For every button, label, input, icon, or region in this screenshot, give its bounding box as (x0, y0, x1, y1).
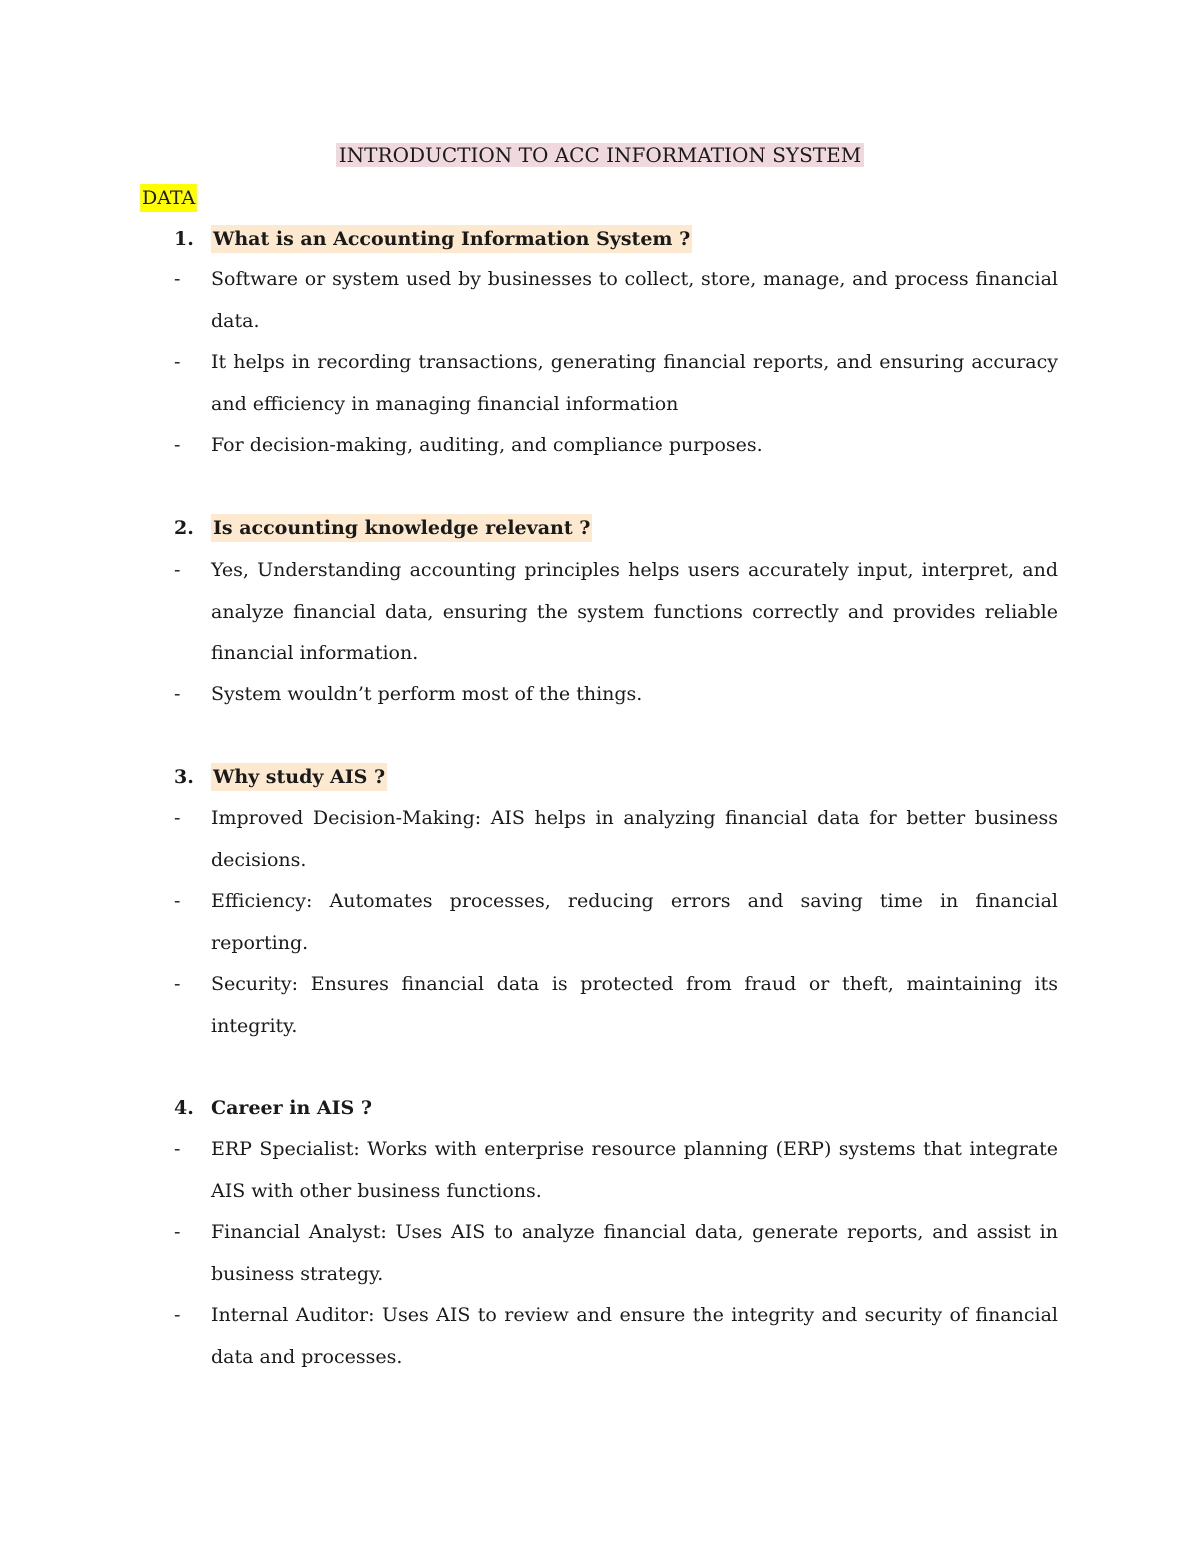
list-item-text: System wouldn’t perform most of the things. (211, 683, 643, 705)
list-item-text: It helps in recording transactions, generating financial reports, and ensuring accuracy and efficiency in managing financial information (211, 351, 1058, 415)
page-title-text: INTRODUCTION TO ACC INFORMATION SYSTEM (336, 143, 864, 167)
list-item-text: Software or system used by businesses to collect, store, manage, and process financial data. (211, 268, 1058, 332)
list-item (174, 964, 1058, 1047)
list-item (174, 425, 1058, 467)
list-item (174, 798, 1058, 881)
question-number: 1. (174, 228, 194, 250)
section-label: DATA (140, 184, 197, 212)
list-item (174, 342, 1058, 425)
question-text: What is an Accounting Information System ? (211, 225, 692, 253)
list-item (174, 1129, 1058, 1212)
list-item-text: Financial Analyst: Uses AIS to analyze financial data, generate reports, and assist in business strategy. (211, 1221, 1058, 1285)
list-item-text: Yes, Understanding accounting principles helps users accurately input, interpret, and analyze financial data, ensuring the system functions correctly and provides reliable financial information. (211, 559, 1058, 664)
bullet-dash: - (174, 890, 181, 912)
list-item (174, 259, 1058, 342)
question-number: 2. (174, 517, 194, 539)
page-title (0, 141, 1200, 169)
question-text: Why study AIS ? (211, 763, 387, 791)
bullet-dash: - (174, 973, 181, 995)
bullet-dash: - (174, 807, 181, 829)
bullet-dash: - (174, 559, 181, 581)
list-item-text: Security: Ensures financial data is protected from fraud or theft, maintaining its integrity. (211, 973, 1058, 1037)
list-item-text: Efficiency: Automates processes, reducing errors and saving time in financial reporting. (211, 890, 1058, 954)
list-item (174, 1212, 1058, 1295)
question-number: 4. (174, 1097, 194, 1119)
bullet-dash: - (174, 1138, 181, 1160)
bullet-dash: - (174, 1221, 181, 1243)
question-text: Career in AIS ? (211, 1097, 372, 1119)
list-item-text: Improved Decision-Making: AIS helps in analyzing financial data for better business decisions. (211, 807, 1058, 871)
list-item (174, 881, 1058, 964)
list-item (174, 674, 1058, 716)
bullet-dash: - (174, 1304, 181, 1326)
bullet-dash: - (174, 268, 181, 290)
list-item-text: For decision-making, auditing, and compliance purposes. (211, 434, 763, 456)
question-number: 3. (174, 766, 194, 788)
list-item-text: ERP Specialist: Works with enterprise resource planning (ERP) systems that integrate AIS with other business functions. (211, 1138, 1058, 1202)
list-item-text: Internal Auditor: Uses AIS to review and ensure the integrity and security of financial data and processes. (211, 1304, 1058, 1368)
list-item (174, 1295, 1058, 1378)
list-item (174, 550, 1058, 675)
question-text: Is accounting knowledge relevant ? (211, 514, 592, 542)
bullet-dash: - (174, 351, 181, 373)
bullet-dash: - (174, 683, 181, 705)
bullet-dash: - (174, 434, 181, 456)
